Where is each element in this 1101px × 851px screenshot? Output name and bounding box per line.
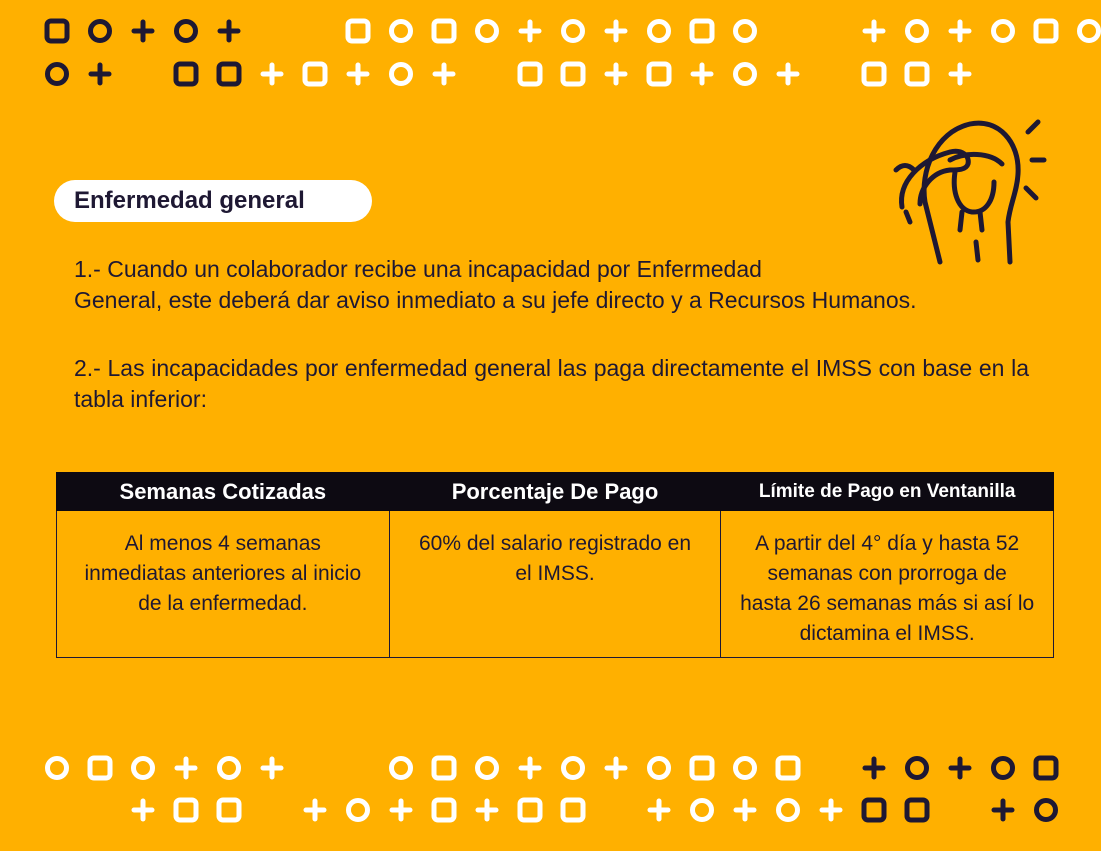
plus-icon (775, 61, 801, 87)
plus-icon (947, 755, 973, 781)
circle-icon (388, 61, 414, 87)
square-icon (431, 797, 457, 823)
cell-line: 60% del salario registrado en (419, 532, 691, 555)
cell-line: dictamina el IMSS. (799, 622, 975, 645)
circle-icon (474, 18, 500, 44)
imss-payment-table (56, 472, 1054, 658)
square-icon (689, 18, 715, 44)
cell-line: de la enfermedad. (138, 592, 308, 615)
circle-icon (689, 797, 715, 823)
cell-porcentaje (389, 511, 721, 658)
square-icon (689, 755, 715, 781)
square-icon (1033, 755, 1059, 781)
plus-icon (216, 18, 242, 44)
bottom-decor-row-2 (0, 795, 1101, 825)
plus-icon (689, 61, 715, 87)
paragraph-2: 2.- Las incapacidades por enfermedad general las paga directamente el IMSS con base en la tabla inferior: (74, 355, 1029, 412)
circle-icon (732, 18, 758, 44)
square-icon (302, 61, 328, 87)
cell-line: A partir del 4° día y hasta 52 (755, 532, 1020, 555)
plus-icon (603, 18, 629, 44)
header-limite: Límite de Pago en Ventanilla (721, 473, 1054, 511)
plus-icon (603, 755, 629, 781)
plus-icon (517, 18, 543, 44)
plus-icon (130, 797, 156, 823)
square-icon (775, 755, 801, 781)
circle-icon (646, 755, 672, 781)
plus-icon (732, 797, 758, 823)
cell-limite (721, 511, 1054, 658)
plus-icon (259, 755, 285, 781)
square-icon (861, 797, 887, 823)
circle-icon (1033, 797, 1059, 823)
square-icon (431, 18, 457, 44)
circle-icon (560, 18, 586, 44)
cell-line: inmediatas anteriores al inicio (84, 562, 362, 585)
square-icon (646, 61, 672, 87)
top-decor-row-2 (0, 59, 1101, 89)
circle-icon (904, 755, 930, 781)
circle-icon (1076, 18, 1101, 44)
square-icon (517, 797, 543, 823)
circle-icon (732, 755, 758, 781)
circle-icon (990, 755, 1016, 781)
circle-icon (732, 61, 758, 87)
plus-icon (861, 18, 887, 44)
plus-icon (87, 61, 113, 87)
paragraph-1-line-1: 1.- Cuando un colaborador recibe una incapacidad por Enfermedad (74, 256, 762, 282)
cell-line: semanas con prorroga de (767, 562, 1007, 585)
circle-icon (345, 797, 371, 823)
circle-icon (474, 755, 500, 781)
circle-icon (44, 755, 70, 781)
square-icon (173, 797, 199, 823)
circle-icon (44, 61, 70, 87)
plus-icon (345, 61, 371, 87)
plus-icon (173, 755, 199, 781)
square-icon (517, 61, 543, 87)
square-icon (861, 61, 887, 87)
paragraph-1 (74, 254, 1029, 316)
paragraph-1-line-2: General, este deberá dar aviso inmediato a su jefe directo y a Recursos Humanos. (74, 287, 917, 313)
square-icon (1033, 18, 1059, 44)
top-decor-row-1 (0, 16, 1101, 46)
square-icon (44, 18, 70, 44)
plus-icon (431, 61, 457, 87)
person-headache-icon (880, 112, 1050, 267)
circle-icon (87, 18, 113, 44)
circle-icon (130, 755, 156, 781)
square-icon (904, 61, 930, 87)
plus-icon (302, 797, 328, 823)
square-icon (216, 61, 242, 87)
table-header-row (57, 473, 1054, 511)
plus-icon (517, 755, 543, 781)
plus-icon (818, 797, 844, 823)
plus-icon (861, 755, 887, 781)
header-porcentaje: Porcentaje De Pago (389, 473, 721, 511)
bottom-decor-row-1 (0, 753, 1101, 783)
circle-icon (388, 18, 414, 44)
square-icon (904, 797, 930, 823)
plus-icon (259, 61, 285, 87)
plus-icon (130, 18, 156, 44)
circle-icon (216, 755, 242, 781)
circle-icon (560, 755, 586, 781)
plus-icon (474, 797, 500, 823)
plus-icon (646, 797, 672, 823)
square-icon (560, 61, 586, 87)
header-semanas: Semanas Cotizadas (57, 473, 390, 511)
circle-icon (388, 755, 414, 781)
circle-icon (173, 18, 199, 44)
circle-icon (775, 797, 801, 823)
circle-icon (646, 18, 672, 44)
square-icon (87, 755, 113, 781)
plus-icon (990, 797, 1016, 823)
cell-line: hasta 26 semanas más si así lo (740, 592, 1035, 615)
plus-icon (388, 797, 414, 823)
section-title: Enfermedad general (54, 180, 372, 222)
square-icon (345, 18, 371, 44)
square-icon (216, 797, 242, 823)
table-row (57, 511, 1054, 658)
plus-icon (603, 61, 629, 87)
square-icon (431, 755, 457, 781)
square-icon (560, 797, 586, 823)
circle-icon (904, 18, 930, 44)
plus-icon (947, 61, 973, 87)
square-icon (173, 61, 199, 87)
cell-line: el IMSS. (515, 562, 595, 585)
circle-icon (990, 18, 1016, 44)
cell-semanas (57, 511, 390, 658)
plus-icon (947, 18, 973, 44)
cell-line: Al menos 4 semanas (124, 532, 321, 555)
